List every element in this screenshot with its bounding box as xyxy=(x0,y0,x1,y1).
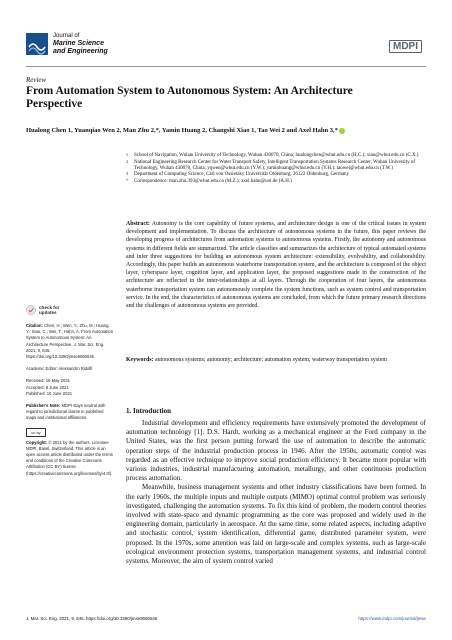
citation: Citation: Chen, H.; Wen, Y.; Zhu, M.; Huang, Y.; Xiao, C.; Wei, T.; Hahn, A. From Automation System to Autonomous System: An Architecture Perspective. J. Mar. Sci. Eng. 2021, 9, 645. https://doi.org/10.3390/jmse9060645 xyxy=(26,323,114,360)
publisher-logo[interactable]: MDPI xyxy=(389,40,422,53)
article-type: Review xyxy=(26,76,47,84)
check-updates-icon xyxy=(26,305,36,315)
body-paragraph: Meanwhile, business management systems and other industry classifications have been formed. In the early 1960s, the multiple inputs and multiple outputs (MIMO) optimal control problem was seriously investigated, challenging the automation systems. To fix this kind of problem, the modern control theories involved with state-space and dynamic programming as the core was proposed and widely used in the engineering domain, particularly in aerospace. At the same time, some related aspects, including adaptive and stochastic control, system identification, differential game, distributed parameter system, were proposed. In the 1970s, some attention was laid on large-scale and complex systems, such as large-scale ecological environment protection systems, transportation management systems, and industrial control systems. Moreover, the aim of system control varied xyxy=(126,483,426,566)
affiliation-item: 3 Department of Computing Science, Carl von Ossietzky Universität Oldenburg, 26122 Oldenburg, Germany xyxy=(126,171,350,178)
section-heading: 1. Introduction xyxy=(126,407,171,415)
footer-citation[interactable]: J. Mar. Sci. Eng. 2021, 9, 645. https://doi.org/10.3390/jmse9060645 xyxy=(26,616,158,621)
dates: Received: 16 May 2021 Accepted: 8 June 2021 Published: 10 June 2021 xyxy=(26,378,73,396)
journal-name: Journal of Marine Science and Engineering xyxy=(53,33,108,55)
affiliation-item: 2 National Engineering Research Center for Water Transport Safety, Intelligent Transportation Systems Research Center, Wuhan University of Technology, Wuhan 430070, China; yqwen@whut.edu.cn (Y.W.); yaminhuang@whut.edu.cn (Y.H.); taowei@whut.edu.cn (T.W.) xyxy=(126,158,415,171)
publisher-note: Publisher's Note: MDPI stays neutral with regard to jurisdictional claims in published maps and institutional affiliations. xyxy=(26,403,106,421)
journal-logo-icon xyxy=(26,33,48,55)
affiliation-item: * Correspondence: man.zhu.393@whut.edu.cn (M.Z.); axel.hahn@uol.de (A.H.) xyxy=(126,177,292,184)
body-paragraph: Industrial development and efficiency requirements have extensively promoted the development of automation technology [1]. D.S. Hardt, working as a mechanical engineer at the Ford company in the United States, was the first person putting forward the use of automation to describe the automatic operation steps of the industrial production process in 1946. After the 1950s, automatic control was regarded as an effective technique to improve social production efficiency. It became more popular with various industries, industrial manufacturing automation, metallurgy, and other continuous production process automation. xyxy=(126,419,426,483)
affiliations xyxy=(126,153,436,185)
footer-journal-link[interactable]: https://www.mdpi.com/journal/jmse xyxy=(358,616,426,621)
copyright: Copyright: © 2021 by the authors. Licensee MDPI, Basel, Switzerland. This article is an open access article distributed under the terms and conditions of the Creative Commons Attribution (CC BY) license (https://creativecommons.org/licenses/by/4.0/). xyxy=(26,439,113,476)
keywords: Keywords: autonomous systems; autonomy; architecture; automation system; waterway transportation system xyxy=(126,357,387,363)
page-footer xyxy=(26,616,426,621)
author-list: Hualong Chen 1, Yuanqiao Wen 2, Man Zhu 2,*, Yamin Huang 2, Changshi Xiao 1, Tao Wei 2 and Axel Hahn 3,* xyxy=(26,127,441,135)
academic-editor: Academic Editor: Alessandro Ridolfi xyxy=(26,366,93,372)
orcid-icon[interactable] xyxy=(339,128,345,134)
check-for-updates-button[interactable]: check for updates xyxy=(26,305,114,315)
affiliation-item: 1 School of Navigation, Wuhan University of Technology, Wuhan 430070, China; hualongchen@whut.edu.cn (H.C.); xiao@whut.edu.cn (C.X.) xyxy=(126,152,419,158)
cc-by-badge[interactable]: cc by xyxy=(26,428,46,437)
paper-title: From Automation System to Autonomous System: An Architecture Perspective xyxy=(26,85,353,110)
body-text xyxy=(126,419,426,566)
sidebar xyxy=(26,305,114,483)
header-divider xyxy=(26,66,426,67)
abstract: Abstract: Autonomy is the core capability of future systems, and architecture design is one of the critical issues in system development and implementation. To discuss the architecture of autonomous systems in the future, this paper reviews the developing progress of architectures from automation systems to autonomous systems. Firstly, the autonomy and autonomous systems in different fields are summarized. The article classifies and summarizes the architecture of typical automated systems and infer three suggestions for building an autonomous system architecture: extensibility, evolvability, and collaborability. Accordingly, this paper builds an autonomous waterborne transportation system, and the architecture is composed of the object layer, cyberspace layer, cognition layer, and application layer, the proposed suggestions made in the construction of the architecture are reflected in the inter-relationships at all layers. Through the cooperation of four layers, the autonomous waterborne transportation system can autonomously complete the system functions, such as system control and transportation service. In the end, the characteristics of autonomous systems are concluded, from which the future primary research directions and the challenges of autonomous systems are provided. xyxy=(126,221,426,310)
